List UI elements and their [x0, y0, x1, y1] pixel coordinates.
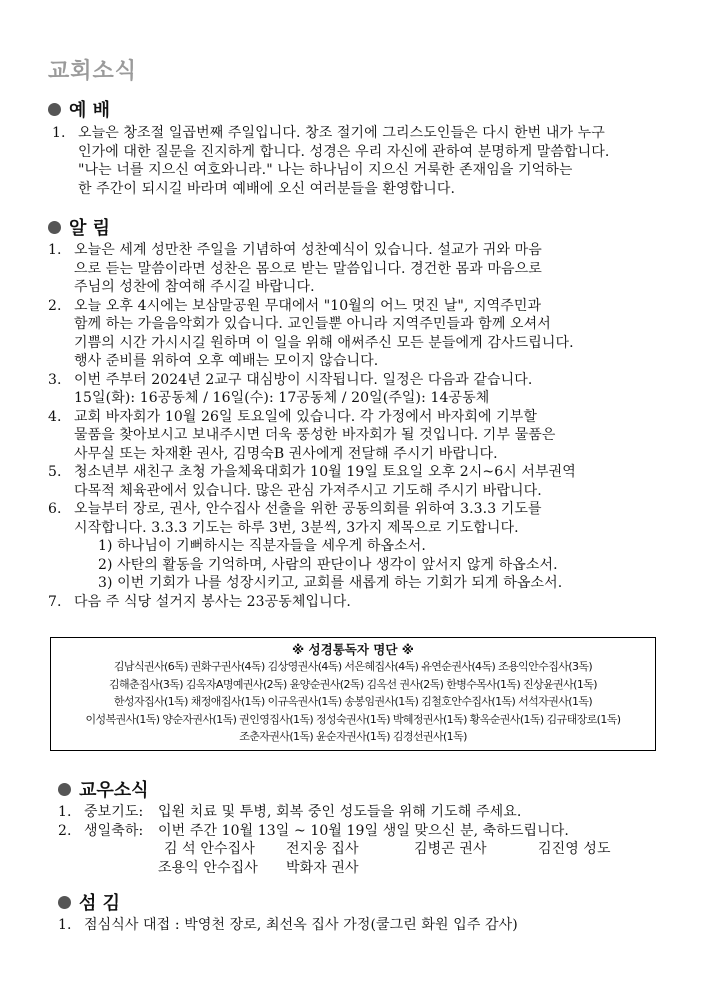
service-item: 1. 점심식사 대접 : 박영천 장로, 최선옥 집사 가정(쿨그린 화원 입주 감사) — [58, 917, 518, 933]
worship-line: 인가에 대한 질문을 진지하게 합니다. 성경은 우리 자신에 관하여 분명하게 말씀합니다. — [78, 143, 610, 160]
notice-item: 4. 교회 바자회가 10월 26일 토요일에 있습니다. 각 가정에서 바자회에 기부할 물품을 찾아보시고 보내주시면 더욱 풍성한 바자회가 될 것입니다. 기부 물품은 사무실 또는 차재환 권사, 김명숙B 권사에게 전달해 주시기 바랍니다. — [48, 408, 556, 462]
bible-reading-box — [50, 637, 656, 751]
notice-item: 7. 다음 주 식당 설거지 봉사는 23공동체입니다. — [48, 593, 351, 610]
birthday-name: 박화자 권사 — [286, 859, 359, 876]
notice-item: 2. 오늘 오후 4시에는 보삼말공원 무대에서 "10월의 어느 멋진 날", 지역주민과 함께 하는 가을음악회가 있습니다. 교인들뿐 아니라 지역주민들과 함께 오셔서 기쁨의 시간 가시시길 원하며 이 일을 위해 애써주신 모든 분들에게 감사드립니다. 행사 준비를 위하여 오후 예배는 모이지 않습니다. — [48, 297, 574, 369]
members-heading: 교우소식 — [58, 776, 678, 802]
worship-line: "나는 너를 지으신 여호와니라." 나는 하나님이 지으신 거룩한 존재임을 기억하는 — [78, 162, 573, 178]
notices-heading: 알 림 — [48, 214, 668, 240]
birthday-name: 전지웅 집사 — [286, 841, 359, 857]
prayer-topic: 1) 하나님이 기뻐하시는 직분자들을 세우게 하옵소서. — [98, 538, 426, 554]
service-section — [58, 889, 678, 935]
bible-reading-line: 조춘자권사(1독) 윤순자권사(1독) 김경선권사(1독) — [239, 730, 467, 743]
page-title: 교회소식 — [48, 59, 138, 84]
bible-reading-line: 이성복권사(1독) 양순자권사(1독) 권인영집사(1독) 정성숙권사(1독) 박혜정권사(1독) 황옥순권사(1독) 김규태장로(1독) — [85, 712, 621, 726]
prayer-topic: 3) 이번 기회가 나를 성장시키고, 교회를 새롭게 하는 기회가 되게 하옵소서. — [98, 575, 563, 591]
prayer-request: 1. 중보기도: 입원 치료 및 투병, 회복 중인 성도들을 위해 기도해 주세요. — [58, 804, 522, 820]
notice-item: 5. 청소년부 새친구 초청 가을체육대회가 10월 19일 토요일 오후 2시~6시 서부권역 다목적 체육관에서 있습니다. 많은 관심 가져주시고 기도해 주시기 바랍니다. — [48, 464, 576, 499]
bible-reading-line: 김해춘집사(3독) 김옥자A명예권사(2독) 윤양순권사(2독) 김옥선 권사(2독) 한병수목사(1독) 진상윤권사(1독) — [109, 677, 597, 691]
bible-reading-line: 김남식권사(6독) 권화구권사(4독) 김상영권사(4독) 서은혜집사(4독) 유연순권사(4독) 조용익안수집사(3독) — [113, 660, 593, 673]
service-heading: 섬 김 — [58, 889, 678, 915]
worship-line: 한 주간이 되시길 바라며 예배에 오신 여러분들을 환영합니다. — [78, 180, 455, 197]
notice-item: 3. 이번 주부터 2024년 2교구 대심방이 시작됩니다. 일정은 다음과 같습니다. 15일(화): 16공동체 / 16일(수): 17공동체 / 20일(주일): 14공동체 — [48, 371, 533, 406]
birthday-name: 김병곤 권사 — [414, 841, 487, 857]
prayer-topic: 2) 사탄의 활동을 기억하며, 사람의 판단이나 생각이 앞서지 않게 하옵소서. — [98, 556, 558, 573]
birthday-notice: 2. 생일축하: 이번 주간 10월 13일 ~ 10월 19일 생일 맞으신 분, 축하드립니다. 김 석 안수집사 전지웅 집사 김병곤 권사 김진영 성도 조용익 안수집사 박화자 권사 — [58, 822, 611, 876]
worship-item: 1. 오늘은 창조절 일곱번째 주일입니다. 창조 절기에 그리스도인들은 다시 한번 내가 누구 인가에 대한 질문을 진지하게 합니다. 성경은 우리 자신에 관하여 분명하게 말씀합니다. "나는 너를 지으신 여호와니라." 나는 하나님이 지으신 거룩한 존재임을 기억하는 한 주간이 되시길 바라며 예배에 오신 여러분들을 환영합니다. — [48, 124, 668, 198]
worship-line: 오늘은 창조절 일곱번째 주일입니다. 창조 절기에 그리스도인들은 다시 한번 내가 누구 — [78, 125, 605, 141]
circle-bullet-icon — [48, 103, 61, 116]
members-section — [58, 776, 678, 877]
circle-bullet-icon — [58, 783, 71, 796]
circle-bullet-icon — [58, 896, 71, 909]
notice-item: 1. 오늘은 세계 성만찬 주일을 기념하여 성찬예식이 있습니다. 설교가 귀와 마음 으로 듣는 말씀이라면 성찬은 몸으로 받는 말씀입니다. 경건한 몸과 마음으로 주님의 성찬에 참여해 주시길 바랍니다. — [48, 242, 542, 295]
worship-heading: 예 배 — [48, 96, 668, 122]
birthday-name: 김 석 안수집사 — [164, 841, 255, 857]
notices-section — [48, 214, 668, 611]
worship-section — [48, 96, 668, 198]
birthday-name: 조용익 안수집사 — [158, 859, 258, 876]
bible-reading-line: 한성자집사(1독) 채정애집사(1독) 이규옥권사(1독) 송봉임권사(1독) 김철호안수집사(1독) 서석자권사(1독) — [113, 695, 593, 708]
birthday-name: 김진영 성도 — [538, 841, 611, 857]
bible-reading-title: ※ 성경통독자 명단 ※ — [292, 642, 414, 657]
circle-bullet-icon — [48, 221, 61, 234]
notice-item: 6. 오늘부터 장로, 권사, 안수집사 선출을 위한 공동의회를 위하여 3.3.3 기도를 시작합니다. 3.3.3 기도는 하루 3번, 3분씩, 3가지 제목으로 기도합니다. 1) 하나님이 기뻐하시는 직분자들을 세우게 하옵소서. 2) 사탄의 활동을 기억하며, 사람의 판단이나 생각이 앞서지 않게 하옵소서. 3) 이번 기회가 나를 성장시키고, 교회를 새롭게 하는 기회가 되게 하옵소서. — [48, 500, 668, 593]
